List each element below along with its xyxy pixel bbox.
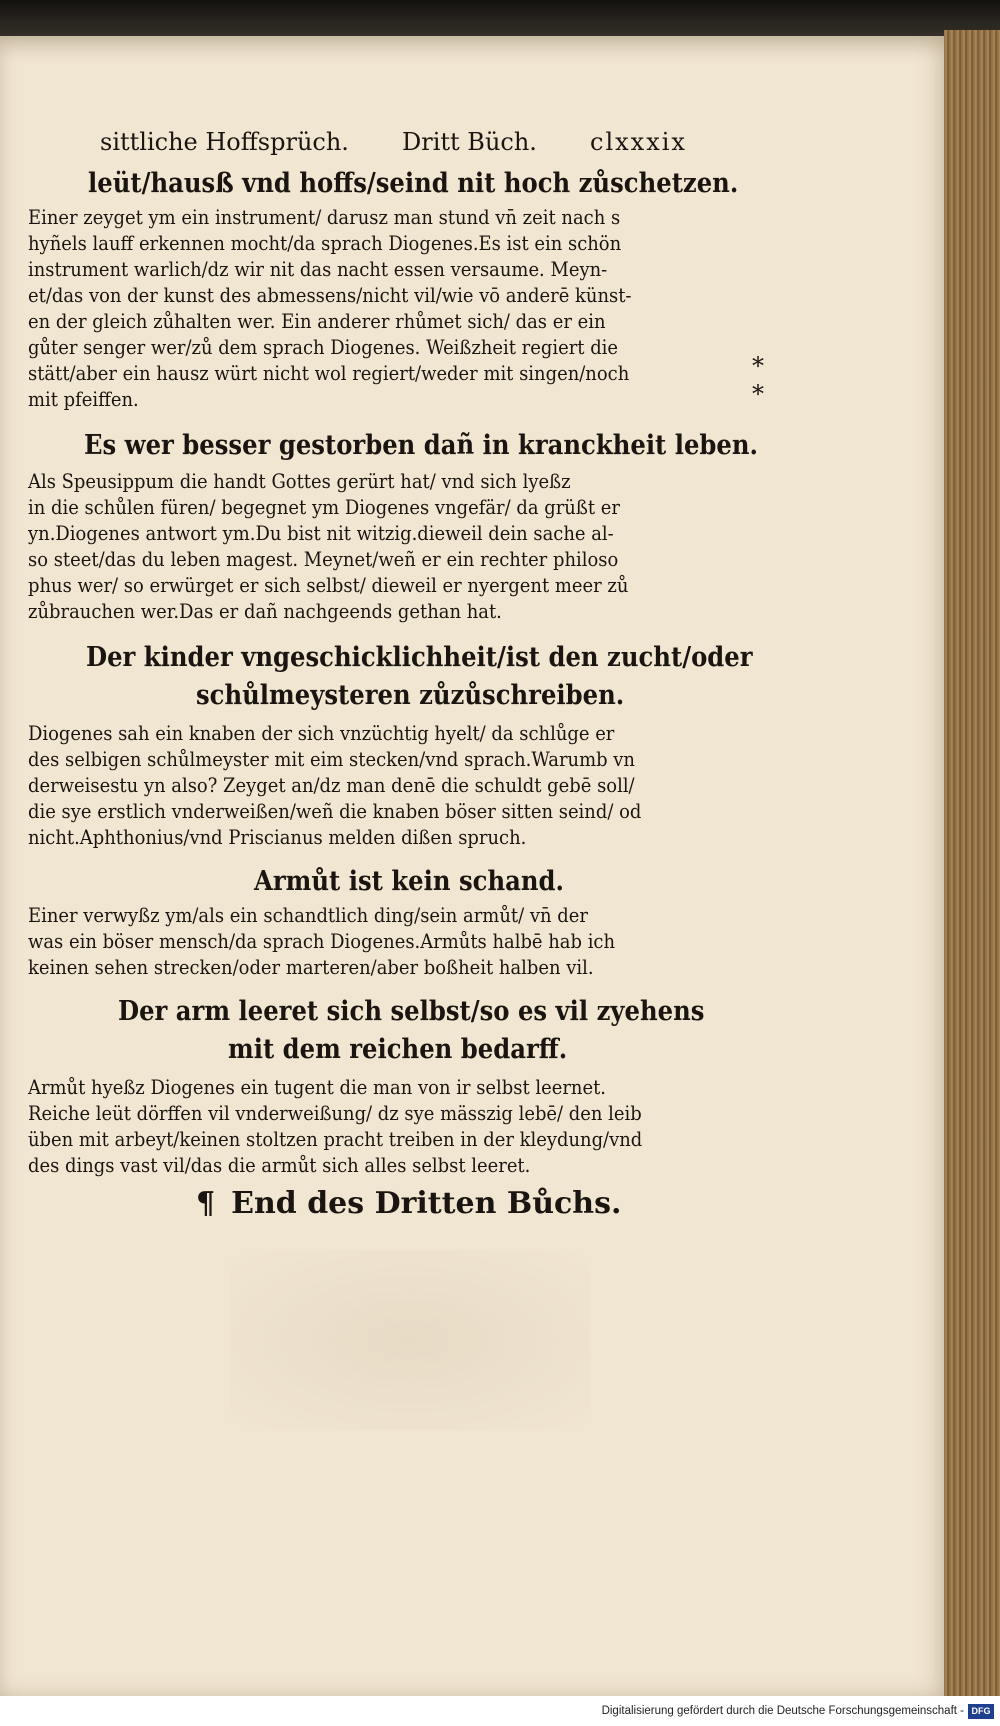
text-line: die sye erstlich vnderweißen/weñ die knaben böser sitten seind/ od (28, 800, 642, 823)
text-line: Diogenes sah ein knaben der sich vnzüchtig hyelt/ da schlůge er (28, 722, 615, 745)
text-line: Reiche leüt dörffen vil vnderweißung/ dz sye mässzig lebē/ den leib (28, 1102, 642, 1125)
pilcrow-icon: ¶ (196, 1186, 216, 1221)
text-line: en der gleich zůhalten wer. Ein anderer rhůmet sich/ das er ein (28, 310, 606, 333)
text-line: des selbigen schůlmeyster mit eim stecken/vnd sprach.Warumb vn (28, 748, 635, 771)
text-line: keinen sehen strecken/oder marteren/aber boßheit halben vil. (28, 956, 594, 979)
text-line: Armůt hyeßz Diogenes ein tugent die man von ir selbst leernet. (28, 1076, 607, 1099)
text-line: stätt/aber ein hausz würt nicht wol regiert/weder mit singen/noch (28, 362, 630, 385)
running-head (100, 128, 700, 158)
section-heading: leüt/hausß vnd hoffs/seind nit hoch zůschetzen. (88, 168, 739, 199)
book-page-edges (944, 30, 1000, 1700)
section-heading: Der kinder vngeschicklichheit/ist den zucht/oder (86, 642, 753, 673)
section-heading: Es wer besser gestorben dañ in kranckheit leben. (84, 430, 759, 461)
section-heading-continued: mit dem reichen bedarff. (228, 1034, 568, 1065)
digitization-credit: Digitalisierung gefördert durch die Deutsche Forschungsgemeinschaft - (601, 1705, 964, 1717)
running-head-title: sittliche Hoffsprüch. (100, 128, 349, 156)
folio-number: clxxxix (590, 128, 687, 156)
end-of-book-text: End des Dritten Bůchs. (231, 1186, 622, 1221)
text-line: was ein böser mensch/da sprach Diogenes.Armůts halbē hab ich (28, 930, 616, 953)
section-heading: Armůt ist kein schand. (254, 866, 564, 897)
text-line: Als Speusippum die handt Gottes gerürt hat/ vnd sich lyeßz (28, 470, 571, 493)
text-line: derweisestu yn also? Zeyget an/dz man denē die schuldt gebē soll/ (28, 774, 635, 797)
section-heading: Der arm leeret sich selbst/so es vil zyehens (118, 996, 705, 1027)
text-line: nicht.Aphthonius/vnd Priscianus melden dißen spruch. (28, 826, 527, 849)
text-line: Einer verwyßz ym/als ein schandtlich ding/sein armůt/ vn̄ der (28, 904, 588, 927)
text-line: zůbrauchen wer.Das er dañ nachgeends gethan hat. (28, 600, 502, 623)
text-line: üben mit arbeyt/keinen stoltzen pracht treiben in der kleydung/vnd (28, 1128, 643, 1151)
section-heading-continued: schůlmeysteren zůzůschreiben. (196, 680, 625, 711)
text-line: so steet/das du leben magest. Meynet/weñ er ein rechter philoso (28, 548, 619, 571)
text-line: yn.Diogenes antwort ym.Du bist nit witzig.dieweil dein sache al- (28, 522, 614, 545)
text-line: Einer zeyget ym ein instrument/ darusz man stund vn̄ zeit nach s (28, 206, 621, 229)
text-line: mit pfeiffen. (28, 388, 139, 411)
text-line: des dings vast vil/das die armůt sich alles selbst leeret. (28, 1154, 531, 1177)
end-of-book-line (196, 1186, 621, 1221)
text-line: phus wer/ so erwürget er sich selbst/ dieweil er nyergent meer zů (28, 574, 629, 597)
text-line: et/das von der kunst des abmessens/nicht vil/wie vō anderē künst- (28, 284, 632, 307)
marginal-asterisk: * (752, 380, 764, 408)
dfg-logo: DFG (968, 1704, 994, 1719)
text-line: gůter senger wer/zů dem sprach Diogenes. Weißzheit regiert die (28, 336, 619, 359)
text-line: instrument warlich/dz wir nit das nacht essen versaume. Meyn- (28, 258, 608, 281)
text-line: hyñels lauff erkennen mocht/da sprach Diogenes.Es ist ein schön (28, 232, 622, 255)
marginal-asterisk: * (752, 352, 764, 380)
running-head-book: Dritt Büch. (402, 128, 537, 156)
show-through-from-verso (230, 1250, 590, 1430)
text-line: in die schůlen füren/ begegnet ym Diogenes vngefär/ da grüßt er (28, 496, 620, 519)
